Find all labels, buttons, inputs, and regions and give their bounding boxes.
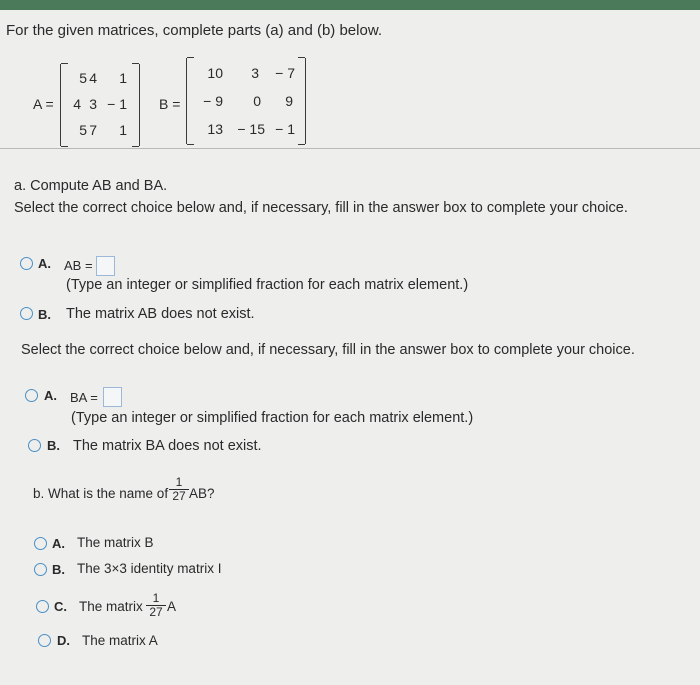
- matrix-a-cell: 4: [73, 96, 81, 112]
- matrix-a-cell: 5: [79, 70, 87, 86]
- matrix-b-cell: 9: [285, 93, 293, 109]
- b-option-d-letter: D.: [57, 633, 70, 648]
- matrix-b-cell: − 1: [275, 121, 295, 137]
- part-b-heading-suffix: AB?: [189, 486, 215, 501]
- matrix-a-cell: 4: [89, 70, 97, 86]
- matrix-a-cell: 5: [79, 122, 87, 138]
- ab-option-a-letter: A.: [38, 256, 51, 271]
- b-option-c-radio[interactable]: [36, 600, 49, 613]
- fraction-numerator: 1: [146, 592, 166, 606]
- ba-answer-box[interactable]: [103, 387, 122, 407]
- matrix-a-cell: 1: [119, 70, 127, 86]
- b-option-c-suffix: A: [167, 599, 177, 614]
- fraction-denominator: 27: [149, 605, 163, 619]
- ab-option-a-text: AB =: [64, 258, 93, 273]
- matrix-a-cell: 7: [89, 122, 97, 138]
- part-a-instruction-2: Select the correct choice below and, if necessary, fill in the answer box to complete your choice.: [21, 342, 635, 358]
- matrix-b-cell: 10: [207, 65, 223, 81]
- top-bar: [0, 0, 700, 10]
- part-b-fraction: [169, 476, 189, 503]
- matrix-b-cell: 3: [251, 65, 259, 81]
- b-option-c-fraction: [146, 592, 166, 619]
- question-title: For the given matrices, complete parts (a) and (b) below.: [6, 22, 382, 39]
- ab-option-b-letter: B.: [38, 307, 51, 322]
- ba-option-a-text: BA =: [70, 390, 98, 405]
- ba-option-b-radio[interactable]: [28, 439, 41, 452]
- b-option-a-radio[interactable]: [34, 537, 47, 550]
- matrix-b-label: B =: [159, 96, 181, 112]
- b-option-a-text: The matrix B: [77, 535, 154, 550]
- part-a-instruction: Select the correct choice below and, if necessary, fill in the answer box to complete your choice.: [14, 200, 628, 216]
- ba-option-b-text: The matrix BA does not exist.: [73, 438, 262, 454]
- section-divider: [0, 148, 700, 149]
- fraction-numerator: 1: [169, 476, 189, 490]
- matrix-b-cell: − 9: [203, 93, 223, 109]
- matrix-b-cell: 0: [253, 93, 261, 109]
- ba-option-a-radio[interactable]: [25, 389, 38, 402]
- matrix-a-cell: − 1: [107, 96, 127, 112]
- b-option-d-radio[interactable]: [38, 634, 51, 647]
- ab-option-b-radio[interactable]: [20, 307, 33, 320]
- ab-option-a-note: (Type an integer or simplified fraction for each matrix element.): [66, 277, 469, 293]
- part-b-heading: b. What is the name of: [33, 486, 169, 501]
- b-option-d-text: The matrix A: [82, 633, 158, 648]
- matrix-a-cell: 3: [89, 96, 97, 112]
- matrix-a-cell: 1: [119, 122, 127, 138]
- b-option-a-letter: A.: [52, 536, 65, 551]
- matrix-b: [186, 58, 306, 144]
- part-a-heading: a. Compute AB and BA.: [14, 178, 168, 194]
- ab-option-b-text: The matrix AB does not exist.: [66, 306, 255, 322]
- matrix-b-cell: − 15: [237, 121, 265, 137]
- matrix-b-cell: 13: [207, 121, 223, 137]
- b-option-b-letter: B.: [52, 562, 65, 577]
- ba-option-b-letter: B.: [47, 438, 60, 453]
- matrix-a: [60, 64, 140, 146]
- ba-option-a-letter: A.: [44, 388, 57, 403]
- ba-option-a-note: (Type an integer or simplified fraction for each matrix element.): [71, 410, 474, 426]
- ab-answer-box[interactable]: [96, 256, 115, 276]
- b-option-b-radio[interactable]: [34, 563, 47, 576]
- matrix-a-label: A =: [33, 96, 54, 112]
- b-option-b-text: The 3×3 identity matrix I: [77, 561, 222, 576]
- fraction-denominator: 27: [172, 489, 186, 503]
- ab-option-a-radio[interactable]: [20, 257, 33, 270]
- b-option-c-letter: C.: [54, 599, 67, 614]
- b-option-c-text: The matrix: [79, 599, 143, 614]
- matrix-b-cell: − 7: [275, 65, 295, 81]
